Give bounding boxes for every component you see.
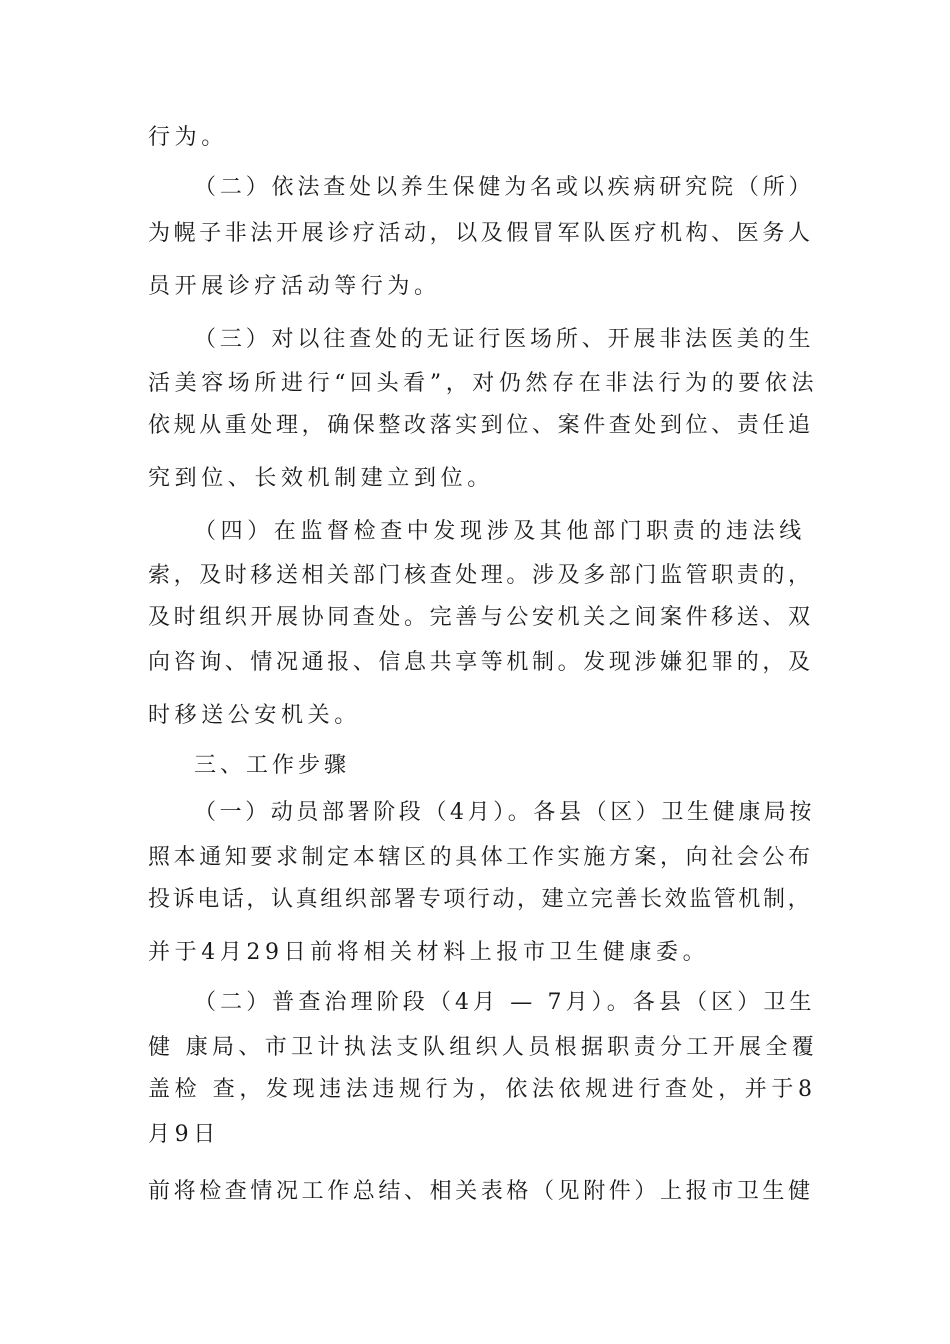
paragraph-4-line-1: （四）在监督检查中发现涉及其他部门职责的违法线 xyxy=(194,519,806,544)
text-line: 为幌子非法开展诊疗活动，以及假冒军队医疗机构、医务人 xyxy=(148,221,814,246)
text-line: 索，及时移送相关部门核查处理。涉及多部门监管职责的， xyxy=(148,563,814,588)
paragraph-2-line-1: （二）依法查处以养生保健为名或以疾病研究院（所） xyxy=(194,175,815,200)
text-line: 前将检查情况工作总结、相关表格（见附件）上报市卫生健 xyxy=(148,1179,814,1204)
text-line: 盖检 查，发现违法违规行为，依法依规进行查处，并于8 xyxy=(148,1077,817,1102)
step-2-line-1: （二）普查治理阶段（4月 — 7月）。各县（区）卫生 xyxy=(194,990,816,1015)
step-1-line-1: （一）动员部署阶段（4月）。各县（区）卫生健康局按 xyxy=(194,800,815,825)
text-line: 及时组织开展协同查处。完善与公安机关之间案件移送、双 xyxy=(148,605,814,630)
text-line: 依规从重处理，确保整改落实到位、案件查处到位、责任追 xyxy=(148,413,814,438)
text-line: 时移送公安机关。 xyxy=(148,703,361,728)
text-line: 月9日 xyxy=(148,1122,220,1147)
text-line: 健 康局、市卫计执法支队组织人员根据职责分工开展全覆 xyxy=(148,1035,819,1060)
text-line: 究到位、长效机制建立到位。 xyxy=(148,466,494,491)
text-line: 行为。 xyxy=(148,125,228,150)
section-heading: 三、工作步骤 xyxy=(194,753,351,778)
text-line: 照本通知要求制定本辖区的具体工作实施方案，向社会公布 xyxy=(148,845,814,870)
text-line: 并于4月29日前将相关材料上报市卫生健康委。 xyxy=(148,940,710,965)
text-line: 活美容场所进行“回头看”，对仍然存在非法行为的要依法 xyxy=(148,371,819,396)
text-line: 员开展诊疗活动等行为。 xyxy=(148,274,441,299)
text-line: 向咨询、情况通报、信息共享等机制。发现涉嫌犯罪的，及 xyxy=(148,650,814,675)
paragraph-3-line-1: （三）对以往查处的无证行医场所、开展非法医美的生 xyxy=(194,327,815,352)
text-line: 投诉电话，认真组织部署专项行动，建立完善长效监管机制， xyxy=(148,887,813,912)
